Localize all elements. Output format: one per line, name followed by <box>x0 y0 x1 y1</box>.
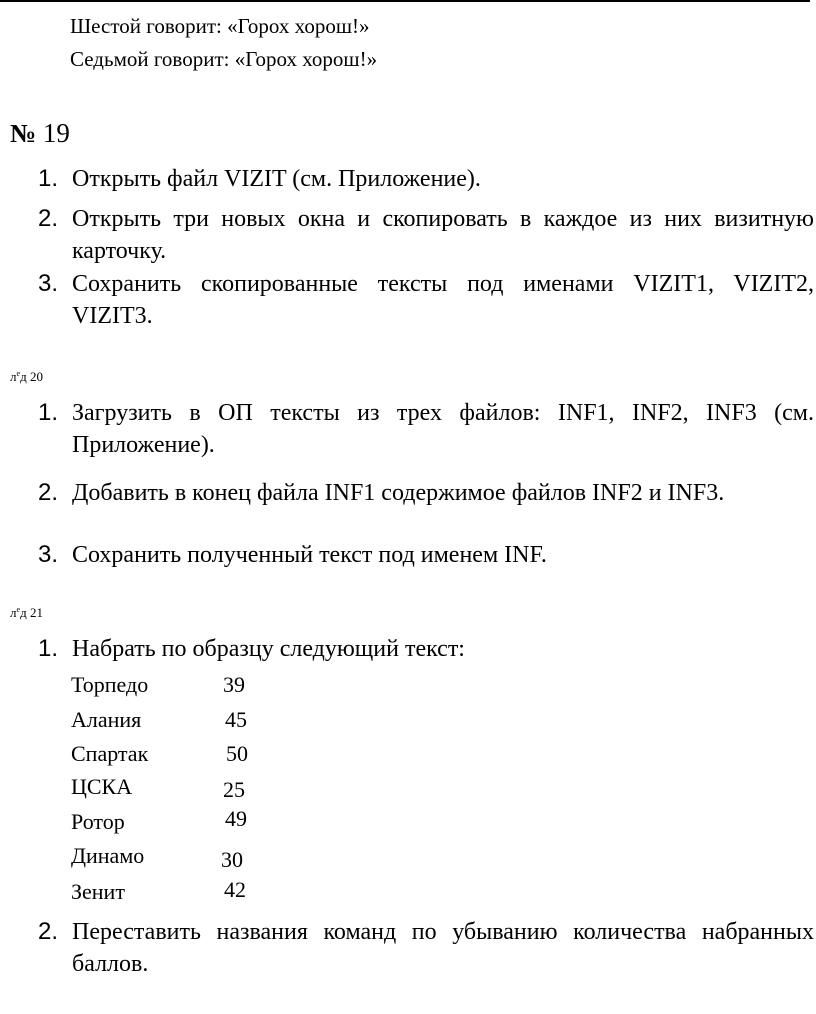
team-score: 39 <box>223 672 245 697</box>
section-number: 19 <box>42 118 70 148</box>
item-number: 2. <box>38 918 59 945</box>
team-row <box>71 877 246 906</box>
team-row <box>71 671 245 699</box>
item-text: Сохранить скопированные тексты под именами VIZIT1, VIZIT2, VIZIT3. <box>72 271 814 329</box>
team-score: 42 <box>224 877 246 902</box>
team-score: 50 <box>226 741 248 766</box>
team-name: Спартак <box>71 741 149 766</box>
section-19-item-1 <box>38 163 814 195</box>
item-number: 3. <box>38 270 59 297</box>
section-20-item-3 <box>38 539 814 571</box>
section-19-item-2 <box>38 203 814 267</box>
item-text: Открыть три новых окна и скопировать в каждое из них визитную карточку. <box>72 206 814 264</box>
item-text: Набрать по образцу следующий текст: <box>72 636 465 662</box>
section-19-item-3 <box>38 268 814 332</box>
heading-mark-sup: е <box>16 369 21 378</box>
heading-mark: л <box>10 369 17 384</box>
section-21-heading <box>10 605 43 621</box>
item-text: Добавить в конец файла INF1 содержимое файлов INF2 и INF3. <box>72 480 725 506</box>
team-score: 30 <box>221 847 243 872</box>
heading-mark-sup: е <box>16 605 21 614</box>
team-name: Ротор <box>71 809 125 834</box>
item-text: Сохранить полученный текст под именем INF. <box>72 542 547 568</box>
item-number: 1. <box>38 165 59 192</box>
team-row <box>71 842 243 872</box>
item-number: 1. <box>38 399 59 426</box>
team-row <box>71 773 245 802</box>
team-name: Алания <box>71 707 142 732</box>
team-name: ЦСКА <box>71 774 133 799</box>
team-name: Зенит <box>71 879 125 904</box>
section-20-heading <box>10 369 43 385</box>
team-row <box>71 706 247 734</box>
verse-line-2: Седьмой говорит: «Горох хорош!» <box>70 47 378 71</box>
item-text: Загрузить в ОП тексты из трех файлов: INF1, INF2, INF3 (см. Приложение). <box>72 400 814 458</box>
section-20-item-1 <box>38 397 814 461</box>
item-number: 1. <box>38 635 59 662</box>
team-row <box>71 806 247 836</box>
item-text: Переставить названия команд по убыванию количества набранных баллов. <box>72 919 814 977</box>
number-sign: № <box>10 119 37 148</box>
item-number: 3. <box>38 541 59 568</box>
section-21-item-1 <box>38 633 814 665</box>
top-rule <box>0 0 810 2</box>
heading-mark: д <box>20 605 27 620</box>
section-20-item-2 <box>38 477 814 509</box>
section-number: 20 <box>29 369 43 384</box>
section-number: 21 <box>29 605 43 620</box>
team-score: 45 <box>225 707 247 732</box>
item-number: 2. <box>38 205 59 232</box>
item-number: 2. <box>38 479 59 506</box>
heading-mark: д <box>20 369 27 384</box>
item-text: Открыть файл VIZIT (см. Приложение). <box>72 166 481 192</box>
team-name: Торпедо <box>71 672 149 697</box>
team-score: 49 <box>225 806 247 831</box>
section-21-item-2 <box>38 916 814 980</box>
heading-mark: л <box>10 605 17 620</box>
team-name: Динамо <box>71 843 145 868</box>
verse-line-1: Шестой говорит: «Горох хорош!» <box>70 14 370 38</box>
team-row <box>71 740 248 768</box>
section-19-heading <box>10 118 70 149</box>
team-score: 25 <box>223 777 245 802</box>
